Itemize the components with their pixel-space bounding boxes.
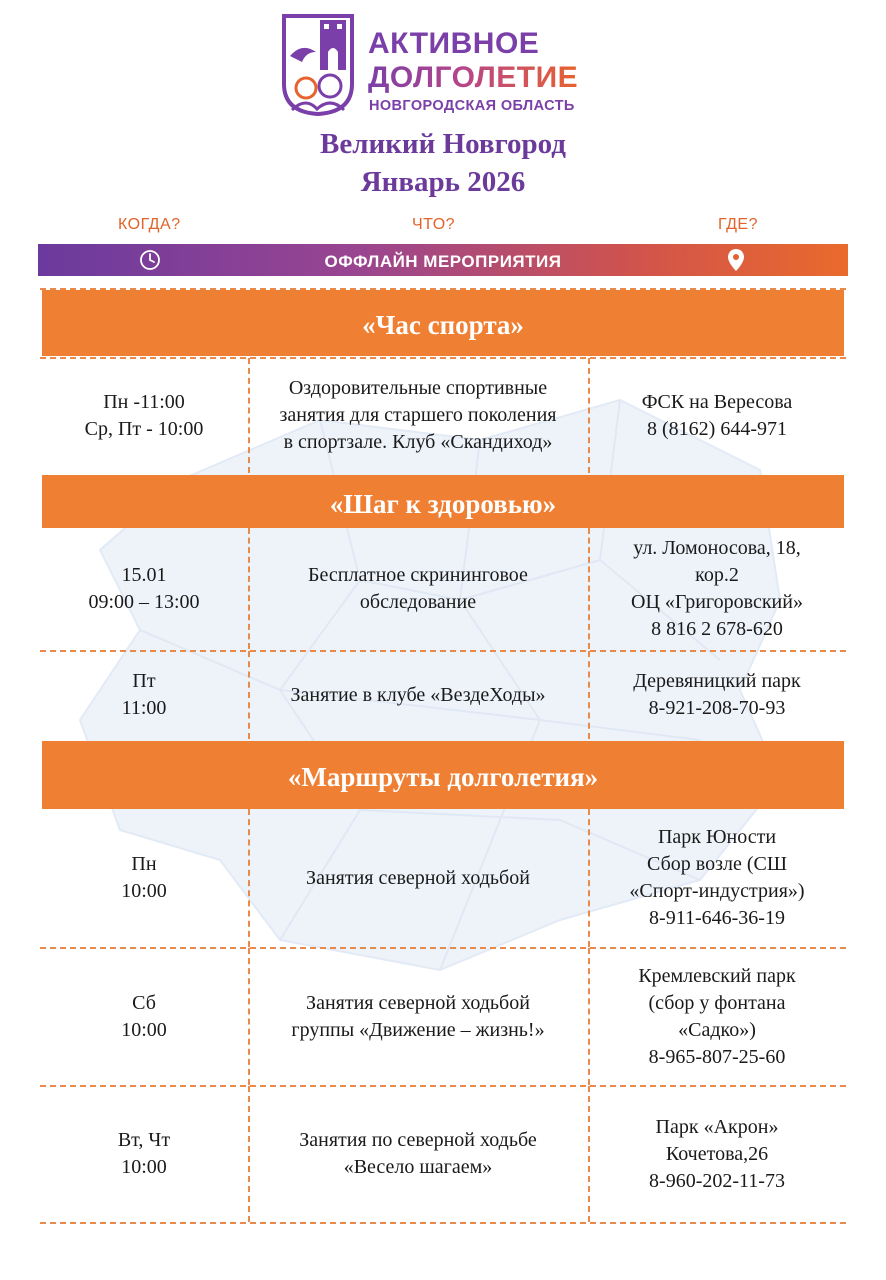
event-what: Оздоровительные спортивные занятия для старшего поколения в спортзале. Клуб «Скандиход» bbox=[279, 377, 557, 453]
column-divider bbox=[588, 651, 590, 739]
event-what: Бесплатное скрининговое обследование bbox=[308, 563, 528, 613]
column-divider bbox=[588, 1086, 590, 1222]
event-when: 15.01 09:00 – 13:00 bbox=[88, 563, 200, 613]
event-where: ул. Ломоносова, 18, кор.2 ОЦ «Григоровский» 8 816 2 678-620 bbox=[631, 536, 803, 640]
event-where: Кремлевский парк (сбор у фонтана «Садко») 8-965-807-25-60 bbox=[638, 964, 796, 1068]
city-title: Великий Новгород bbox=[320, 128, 566, 160]
table-divider bbox=[40, 1222, 846, 1224]
clock-icon bbox=[139, 249, 161, 271]
banner-title: ОФФЛАЙН МЕРОПРИЯТИЯ bbox=[324, 252, 562, 271]
table-row bbox=[40, 809, 846, 947]
column-where-label: ГДЕ? bbox=[718, 216, 758, 233]
table-divider bbox=[40, 1085, 846, 1087]
table-row bbox=[40, 651, 846, 739]
event-when: Пт 11:00 bbox=[121, 670, 167, 719]
column-divider bbox=[588, 358, 590, 473]
event-where: Парк «Акрон» Кочетова,26 8-960-202-11-73 bbox=[649, 1115, 785, 1192]
column-divider bbox=[248, 809, 250, 947]
column-divider bbox=[248, 358, 250, 473]
column-divider bbox=[248, 948, 250, 1085]
table-divider bbox=[40, 288, 846, 290]
event-what: Занятия северной ходьбой группы «Движение – жизнь!» bbox=[291, 991, 545, 1041]
event-where: ФСК на Вересова 8 (8162) 644-971 bbox=[641, 390, 793, 440]
logo-text-line2: ДОЛГОЛЕТИЕ bbox=[368, 61, 579, 94]
column-when-label: КОГДА? bbox=[118, 216, 181, 233]
offline-events-banner bbox=[38, 244, 848, 276]
event-when: Вт, Чт 10:00 bbox=[117, 1129, 171, 1178]
table-divider bbox=[40, 947, 846, 949]
logo-text-line1: АКТИВНОЕ bbox=[368, 27, 540, 60]
table-row bbox=[40, 358, 846, 473]
location-pin-icon bbox=[727, 248, 745, 272]
table-row bbox=[40, 948, 846, 1085]
column-divider bbox=[588, 809, 590, 947]
event-when: Пн -11:00 Ср, Пт - 10:00 bbox=[84, 390, 204, 440]
logo-text-line3: НОВГОРОДСКАЯ ОБЛАСТЬ bbox=[369, 98, 575, 114]
section-title-sport-hour: «Час спорта» bbox=[42, 290, 844, 356]
event-when: Сб 10:00 bbox=[121, 991, 167, 1041]
section-title-longevity-routes: «Маршруты долголетия» bbox=[42, 741, 844, 809]
column-divider bbox=[248, 651, 250, 739]
column-divider bbox=[248, 1086, 250, 1222]
event-what: Занятия северной ходьбой bbox=[306, 866, 530, 889]
table-row bbox=[40, 1086, 846, 1222]
month-title: Январь 2026 bbox=[360, 166, 526, 198]
active-longevity-emblem-icon bbox=[280, 12, 356, 116]
event-where: Деревяницкий парк 8-921-208-70-93 bbox=[633, 670, 801, 719]
column-what-label: ЧТО? bbox=[412, 216, 456, 233]
column-divider bbox=[588, 528, 590, 649]
column-divider bbox=[588, 948, 590, 1085]
table-divider bbox=[40, 650, 846, 652]
event-when: Пн 10:00 bbox=[121, 853, 167, 902]
table-row bbox=[40, 528, 846, 649]
section-title-step-to-health: «Шаг к здоровью» bbox=[42, 475, 844, 528]
event-what: Занятие в клубе «ВездеХоды» bbox=[290, 683, 546, 706]
table-divider bbox=[40, 357, 846, 359]
column-divider bbox=[248, 528, 250, 649]
brand-logo bbox=[280, 12, 620, 120]
event-where: Парк Юности Сбор возле (СШ «Спорт-индустрия») 8-911-646-36-19 bbox=[629, 826, 805, 929]
event-what: Занятия по северной ходьбе «Весело шагаем» bbox=[299, 1129, 537, 1178]
